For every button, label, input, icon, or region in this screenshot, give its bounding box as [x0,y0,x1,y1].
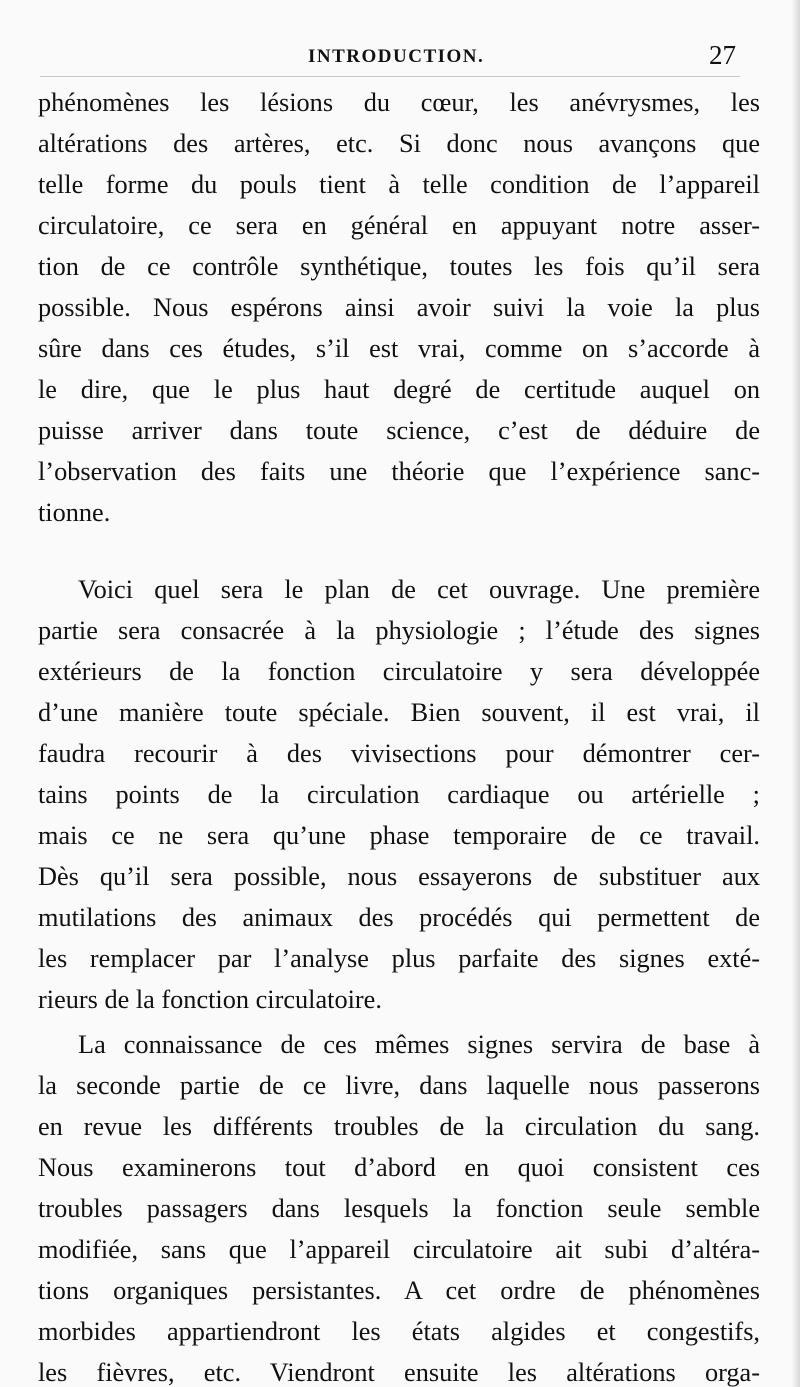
text-line: partie sera consacrée à la physiologie ; l’étude des signes [38,616,760,645]
text-line: l’observation des faits une théorie que l’expérience sanc- [38,457,760,486]
text-line: mutilations des animaux des procédés qui permettent de [38,903,760,932]
text-line: modifiée, sans que l’appareil circulatoire ait subi d’altéra- [38,1235,760,1264]
running-head [40,40,740,84]
text-line: tion de ce contrôle synthétique, toutes les fois qu’il sera [38,252,760,281]
text-line: les remplacer par l’analyse plus parfaite des signes exté- [38,944,760,973]
paragraph-2 [38,569,760,1020]
running-title: INTRODUCTION. [308,46,485,67]
text-line: telle forme du pouls tient à telle condition de l’appareil [38,170,760,199]
text-line: Dès qu’il sera possible, nous essayerons de substituer aux [38,862,760,891]
text-line: la seconde partie de ce livre, dans laquelle nous passerons [38,1071,760,1100]
text-line: d’une manière toute spéciale. Bien souvent, il est vrai, il [38,698,760,727]
text-line: le dire, que le plus haut degré de certitude auquel on [38,375,760,404]
text-line: en revue les différents troubles de la circulation du sang. [38,1112,760,1141]
page-number: 27 [709,40,736,70]
text-line: puisse arriver dans toute science, c’est de déduire de [38,416,760,445]
text-line: phénomènes les lésions du cœur, les anévrysmes, les [38,88,760,117]
text-line: Voici quel sera le plan de cet ouvrage. Une première [78,575,760,604]
page-edge-shadow [790,0,800,1387]
text-line: possible. Nous espérons ainsi avoir suivi la voie la plus [38,293,760,322]
text-line: rieurs de la fonction circulatoire. [38,985,382,1014]
text-line: sûre dans ces études, s’il est vrai, comme on s’accorde à [38,334,760,363]
text-line: altérations des artères, etc. Si donc nous avançons que [38,129,760,158]
paragraph-3 [38,1024,760,1387]
text-line: faudra recourir à des vivisections pour démontrer cer- [38,739,760,768]
body-text [38,82,760,1387]
text-line: tionne. [38,498,111,527]
paragraph-1 [38,82,760,533]
text-line: les fièvres, etc. Viendront ensuite les altérations orga- [38,1358,760,1387]
text-line: extérieurs de la fonction circulatoire y sera développée [38,657,760,686]
text-line: troubles passagers dans lesquels la fonction seule semble [38,1194,760,1223]
text-line: morbides appartiendront les états algides et congestifs, [38,1317,760,1346]
paragraph-gap [38,533,760,569]
text-line: circulatoire, ce sera en général en appuyant notre asser- [38,211,760,240]
text-line: Nous examinerons tout d’abord en quoi consistent ces [38,1153,760,1182]
header-rule [40,76,740,77]
text-line: La connaissance de ces mêmes signes servira de base à [78,1030,760,1059]
text-line: tions organiques persistantes. A cet ordre de phénomènes [38,1276,760,1305]
text-line: tains points de la circulation cardiaque ou artérielle ; [38,780,760,809]
text-line: mais ce ne sera qu’une phase temporaire de ce travail. [38,821,760,850]
